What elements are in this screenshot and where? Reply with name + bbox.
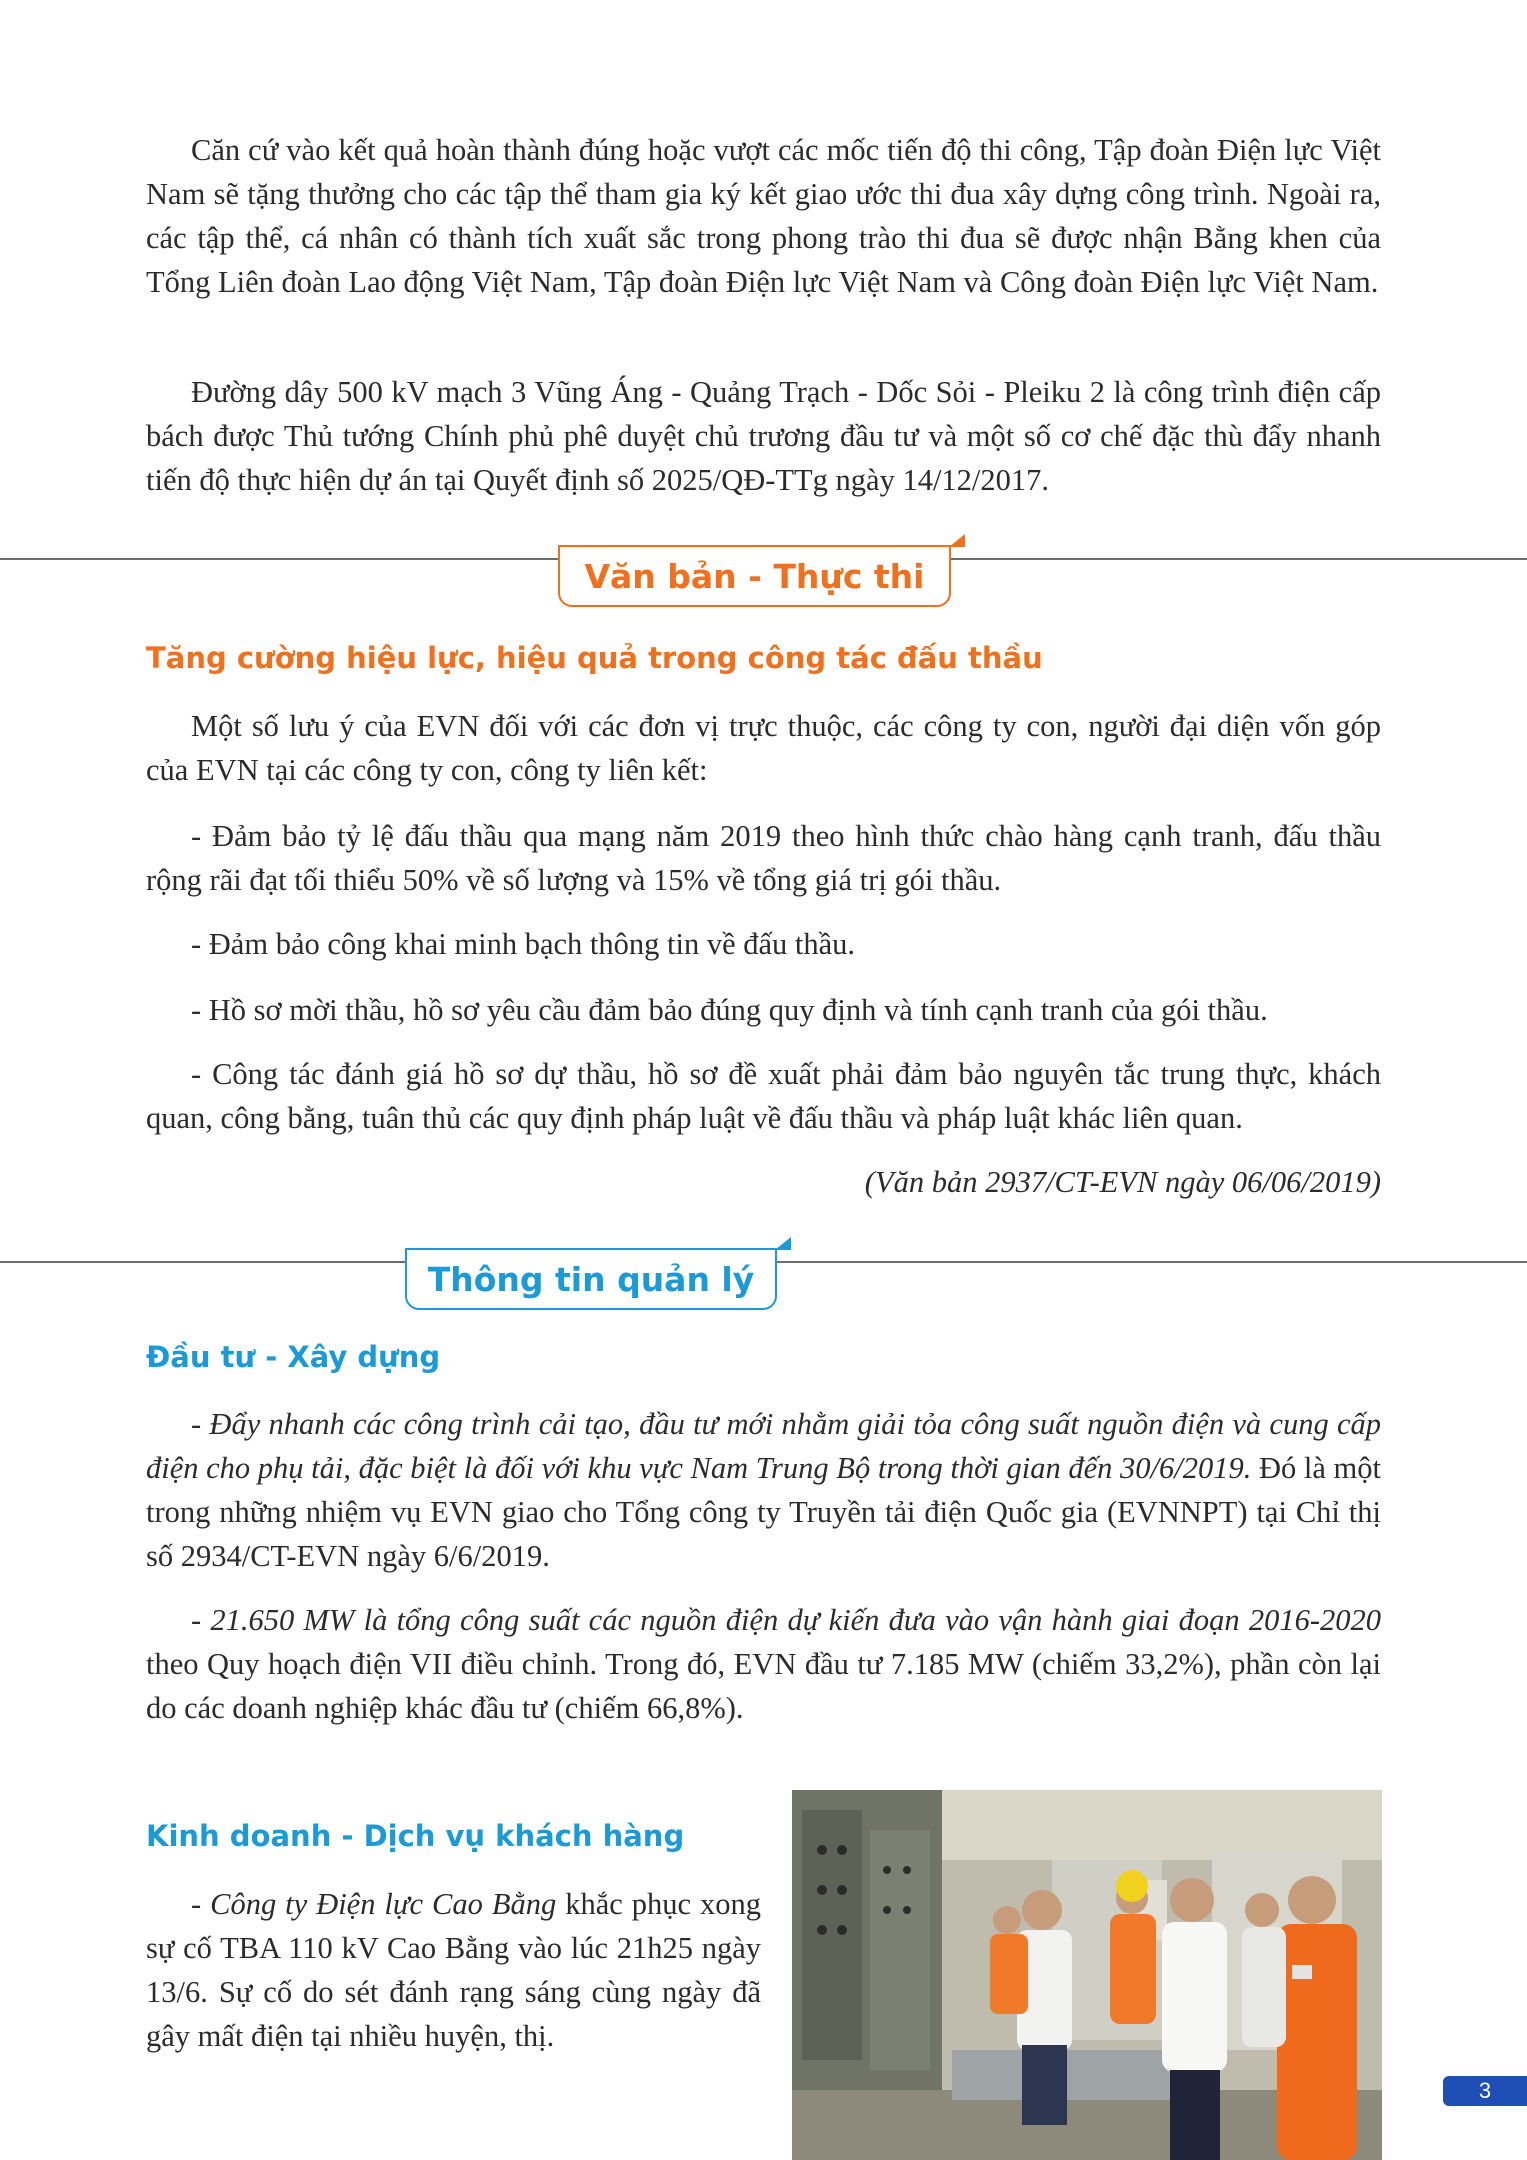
intro-paragraph-1: Căn cứ vào kết quả hoàn thành đúng hoặc vượt các mốc tiến độ thi công, Tập đoàn Điện lực Việt Nam sẽ tặng thưởng cho các tập thể tham gia ký kết giao ước thi đua xây dựng công trình. Ngoài ra, các tập thể, cá nhân có thành tích xuất sắc trong phong trào thi đua sẽ được nhận Bằng khen của Tổng Liên đoàn Lao động Việt Nam, Tập đoàn Điện lực Việt Nam và Công đoàn Điện lực Việt Nam.: [146, 133, 1381, 299]
page-number-badge: [1443, 2076, 1527, 2106]
section1-bullet-2: - Đảm bảo công khai minh bạch thông tin về đấu thầu.: [191, 927, 856, 961]
section2-paragraph-2: [146, 1598, 1381, 1730]
substation-control-room-photo: [792, 1790, 1382, 2160]
paragraph-rest: Đó là một trong những nhiệm vụ EVN giao cho Tổng công ty Truyền tải điện Quốc gia (EVNNPT) tại Chỉ thị số 2934/CT-EVN ngày 6/6/2019.: [146, 1451, 1381, 1573]
paragraph-rest: khắc phục xong sự cố TBA 110 kV Cao Bằng vào lúc 21h25 ngày 13/6. Sự cố do sét đánh rạng sáng cùng ngày đã gây mất điện tại nhiều huyện, thị.: [146, 1887, 761, 2053]
section1-bullet-1: - Đảm bảo tỷ lệ đấu thầu qua mạng năm 2019 theo hình thức chào hàng cạnh tranh, đấu thầu rộng rãi đạt tối thiểu 50% về số lượng và 15% về tổng giá trị gói thầu.: [146, 819, 1381, 897]
section-title-text: Thông tin quản lý: [427, 1259, 755, 1299]
paragraph-rest: theo Quy hoạch điện VII điều chỉnh. Trong đó, EVN đầu tư 7.185 MW (chiếm 33,2%), phần còn lại do các doanh nghiệp khác đầu tư (chiếm 66,8%).: [146, 1647, 1381, 1725]
source-citation: (Văn bản 2937/CT-EVN ngày 06/06/2019): [864, 1165, 1381, 1199]
italic-lead: - Công ty Điện lực Cao Bằng: [191, 1887, 557, 1921]
heading-dau-thau: Tăng cường hiệu lực, hiệu quả trong công tác đấu thầu: [146, 641, 1043, 675]
tab-corner: [775, 1237, 791, 1250]
intro-paragraph-2: Đường dây 500 kV mạch 3 Vũng Áng - Quảng Trạch - Dốc Sỏi - Pleiku 2 là công trình điện cấp bách được Thủ tướng Chính phủ phê duyệt chủ trương đầu tư và một số cơ chế đặc thù đẩy nhanh tiến độ thực hiện dự án tại Quyết định số 2025/QĐ-TTg ngày 14/12/2017.: [146, 375, 1381, 497]
section1-bullet-3: - Hồ sơ mời thầu, hồ sơ yêu cầu đảm bảo đúng quy định và tính cạnh tranh của gói thầu.: [191, 993, 1268, 1027]
heading-dau-tu: Đầu tư - Xây dựng: [146, 1340, 441, 1374]
section2-paragraph-1: [146, 1402, 1381, 1578]
italic-lead: - 21.650 MW là tổng công suất các nguồn điện dự kiến đưa vào vận hành giai đoạn 2016-2020: [191, 1603, 1381, 1637]
page-number: 3: [1478, 2078, 1492, 2103]
italic-lead: - Đẩy nhanh các công trình cải tạo, đầu tư mới nhằm giải tỏa công suất nguồn điện và cung cấp điện cho phụ tải, đặc biệt là đối với khu vực Nam Trung Bộ trong thời gian đến 30/6/2019.: [146, 1407, 1381, 1485]
tab-corner: [949, 534, 965, 547]
heading-kinh-doanh: Kinh doanh - Dịch vụ khách hàng: [146, 1819, 685, 1853]
section-title-van-ban: [558, 545, 951, 607]
section-title-thong-tin: [405, 1248, 777, 1310]
section-title-text: Văn bản - Thực thi: [584, 556, 925, 596]
section2-paragraph-3: [146, 1882, 761, 2058]
section1-bullet-4: - Công tác đánh giá hồ sơ dự thầu, hồ sơ đề xuất phải đảm bảo nguyên tắc trung thực, khách quan, công bằng, tuân thủ các quy định pháp luật về đấu thầu và pháp luật khác liên quan.: [146, 1057, 1381, 1135]
section1-paragraph: Một số lưu ý của EVN đối với các đơn vị trực thuộc, các công ty con, người đại diện vốn góp của EVN tại các công ty con, công ty liên kết:: [146, 709, 1381, 787]
